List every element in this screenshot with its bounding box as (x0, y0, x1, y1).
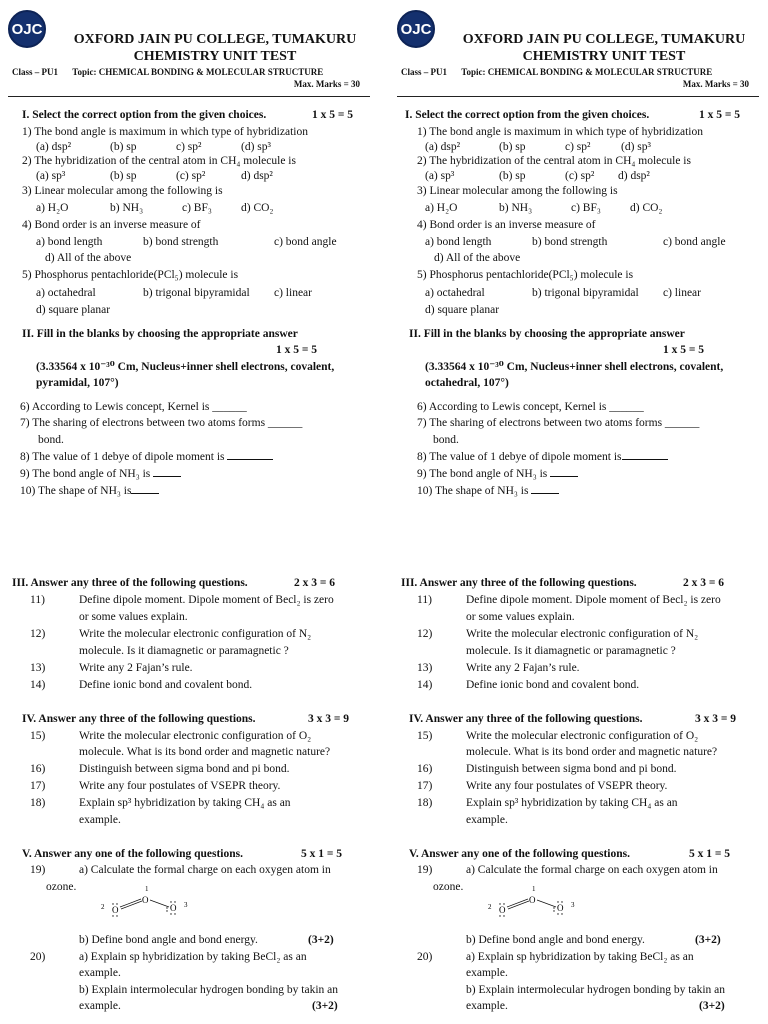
question-number: 12) (30, 628, 46, 640)
question-18: Explain sp³ hybridization by taking CH₄ as an (466, 797, 678, 809)
question-20: a) Explain sp hybridization by taking BeCl₂ as an (79, 951, 307, 963)
section-3-title: III. Answer any three of the following questions. 2 x 3 = 6 (12, 575, 248, 591)
question-number: 11) (30, 594, 45, 606)
question-3: 3) Linear molecular among the following is (22, 185, 223, 197)
question-11: or some values explain. (466, 611, 575, 623)
question-20: example. (79, 967, 121, 979)
marks-split: (3+2) (308, 934, 334, 946)
question-2: 2) The hybridization of the central atom in CH₄ molecule is (417, 155, 691, 167)
question-13: Write any 2 Fajan’s rule. (79, 662, 193, 674)
svg-text:O: O (499, 905, 506, 915)
question-20b: example. (466, 1000, 508, 1012)
question-number: 16) (30, 763, 46, 775)
question-12: molecule. Is it diamagnetic or paramagnetic ? (466, 645, 676, 657)
atom-label: 3 (184, 901, 188, 909)
question-7: bond. (38, 434, 64, 446)
question-number: 19) (417, 864, 433, 876)
atom-label: 1 (145, 885, 149, 893)
question-15: molecule. What is its bond order and magnetic nature? (466, 746, 718, 758)
question-20: a) Explain sp hybridization by taking BeCl₂ as an (466, 951, 694, 963)
answer-choices: (3.33564 x 10⁻³⁰ Cm, Nucleus+inner shell electrons, covalent, (36, 361, 335, 373)
question-9: 9) The bond angle of NH₃ is (417, 466, 578, 482)
option: c) bond angle (274, 236, 337, 248)
atom-label: 2 (488, 903, 492, 911)
option: (b) sp (499, 170, 526, 182)
college-title (449, 32, 759, 66)
option: a) octahedral (36, 287, 96, 299)
question-number: 14) (417, 679, 433, 691)
question-19: a) Calculate the formal charge on each oxygen atom in (466, 864, 718, 876)
question-number: 15) (417, 730, 433, 742)
question-20b: b) Explain intermolecular hydrogen bonding by takin an (466, 984, 726, 996)
section-1-title: I. Select the correct option from the given choices. 1 x 5 = 5 (405, 107, 649, 123)
max-marks: Max. Marks = 30 (682, 79, 749, 89)
question-18: example. (466, 814, 508, 826)
option: c) sp² (565, 141, 591, 153)
section-3-title: III. Answer any three of the following questions. 2 x 3 = 6 (401, 575, 637, 591)
section-3-marks: 2 x 3 = 6 (683, 577, 725, 589)
right-copy (389, 0, 767, 1024)
section-1-title: I. Select the correct option from the given choices. 1 x 5 = 5 (22, 107, 266, 123)
question-7: bond. (433, 434, 459, 446)
option: b) NH₃ (110, 202, 144, 214)
question-19b: b) Define bond angle and bond energy. (466, 934, 645, 946)
marks-split: (3+2) (699, 1000, 725, 1012)
topic-label: Topic: CHEMICAL BONDING & MOLECULAR STRUCTURE (72, 67, 324, 77)
question-12: Write the molecular electronic configuration of N₂ (79, 628, 312, 640)
atom-label: 3 (571, 901, 575, 909)
question-number: 20) (417, 951, 433, 963)
question-19: ozone. (433, 881, 464, 893)
question-number: 13) (417, 662, 433, 674)
class-label: Class – PU1 (401, 67, 448, 77)
question-number: 12) (417, 628, 433, 640)
svg-text:O: O (112, 905, 119, 915)
option: c) BF₃ (571, 202, 601, 214)
ozone-structure-diagram (487, 885, 575, 919)
question-11: Define dipole moment. Dipole moment of Becl₂ is zero (79, 594, 334, 606)
question-8: 8) The value of 1 debye of dipole moment is (20, 449, 273, 465)
option: (d) sp³ (621, 141, 651, 153)
question-13: Write any 2 Fajan’s rule. (466, 662, 580, 674)
section-5-title: V. Answer any one of the following questions. 5 x 1 = 5 (22, 846, 243, 862)
atom-label: 1 (532, 885, 536, 893)
question-18: Explain sp³ hybridization by taking CH₄ as an (79, 797, 291, 809)
class-topic-row (12, 66, 323, 79)
section-4-title: IV. Answer any three of the following questions. 3 x 3 = 9 (409, 711, 643, 727)
question-6: 6) According to Lewis concept, Kernel is ______ (417, 401, 644, 413)
question-11: or some values explain. (79, 611, 188, 623)
max-marks: Max. Marks = 30 (293, 79, 360, 89)
option: (a) sp³ (36, 170, 66, 182)
college-name: OXFORD JAIN PU COLLEGE, TUMAKURU (73, 32, 357, 47)
section-1-marks: 1 x 5 = 5 (699, 109, 741, 121)
option: d) square planar (36, 304, 111, 316)
header (0, 0, 378, 96)
left-copy (0, 0, 378, 1024)
option: (b) sp (110, 141, 137, 153)
option: d) square planar (425, 304, 500, 316)
section-1-marks: 1 x 5 = 5 (312, 109, 354, 121)
question-number: 11) (417, 594, 432, 606)
question-20: example. (466, 967, 508, 979)
college-name: OXFORD JAIN PU COLLEGE, TUMAKURU (462, 32, 746, 47)
svg-text:O: O (170, 903, 177, 913)
question-4: 4) Bond order is an inverse measure of (417, 219, 596, 231)
section-2-marks: 1 x 5 = 5 (276, 344, 318, 356)
section-2-title: II. Fill in the blanks by choosing the appropriate answer (409, 328, 685, 340)
option: d) dsp² (618, 170, 650, 182)
test-name: CHEMISTRY UNIT TEST (522, 48, 686, 64)
question-20b: example. (79, 1000, 121, 1012)
option: a) bond length (36, 236, 103, 248)
option: c) sp² (176, 141, 202, 153)
header (389, 0, 767, 96)
class-label: Class – PU1 (12, 67, 59, 77)
divider (8, 96, 370, 97)
option: (c) sp² (176, 170, 206, 182)
option: a) H₂O (425, 202, 458, 214)
question-3: 3) Linear molecular among the following is (417, 185, 618, 197)
option: d) All of the above (45, 252, 132, 264)
option: b) bond strength (143, 236, 219, 248)
question-12: molecule. Is it diamagnetic or paramagnetic ? (79, 645, 289, 657)
option: (c) sp² (565, 170, 595, 182)
question-6: 6) According to Lewis concept, Kernel is ______ (20, 401, 247, 413)
college-logo: OJC (8, 10, 46, 48)
ozone-structure-diagram (100, 885, 188, 919)
question-number: 18) (417, 797, 433, 809)
class-topic-row (401, 66, 712, 79)
section-5-marks: 5 x 1 = 5 (689, 848, 731, 860)
question-14: Define ionic bond and covalent bond. (466, 679, 640, 691)
question-number: 20) (30, 951, 46, 963)
question-12: Write the molecular electronic configuration of N₂ (466, 628, 699, 640)
question-1: 1) The bond angle is maximum in which type of hybridization (22, 126, 308, 138)
option: b) trigonal bipyramidal (143, 287, 250, 299)
question-5: 5) Phosphorus pentachloride(PCl₅) molecule is (22, 269, 239, 281)
question-2: 2) The hybridization of the central atom in CH₄ molecule is (22, 155, 296, 167)
question-19b: b) Define bond angle and bond energy. (79, 934, 258, 946)
option: (a) dsp² (36, 141, 72, 153)
option: (b) sp (110, 170, 137, 182)
question-8: 8) The value of 1 debye of dipole moment is (417, 449, 668, 465)
question-17: Write any four postulates of VSEPR theory. (466, 780, 668, 792)
question-number: 17) (30, 780, 46, 792)
question-16: Distinguish between sigma bond and pi bond. (79, 763, 290, 775)
option: d) All of the above (434, 252, 521, 264)
question-17: Write any four postulates of VSEPR theory. (79, 780, 281, 792)
svg-text:O: O (142, 895, 149, 905)
question-number: 14) (30, 679, 46, 691)
question-15: Write the molecular electronic configuration of O₂ (79, 730, 312, 742)
option: (a) dsp² (425, 141, 461, 153)
option: b) trigonal bipyramidal (532, 287, 639, 299)
option: c) linear (274, 287, 312, 299)
college-logo: OJC (397, 10, 435, 48)
marks-split: (3+2) (695, 934, 721, 946)
section-4-marks: 3 x 3 = 9 (308, 713, 350, 725)
question-9: 9) The bond angle of NH₃ is (20, 466, 181, 482)
option: (a) sp³ (425, 170, 455, 182)
option: b) bond strength (532, 236, 608, 248)
question-number: 19) (30, 864, 46, 876)
question-14: Define ionic bond and covalent bond. (79, 679, 253, 691)
question-15: molecule. What is its bond order and magnetic nature? (79, 746, 331, 758)
question-number: 13) (30, 662, 46, 674)
option: a) bond length (425, 236, 492, 248)
option: c) linear (663, 287, 701, 299)
answer-choices: pyramidal, 107°) (36, 377, 119, 389)
question-10: 10) The shape of NH₃ is (20, 483, 159, 499)
atom-label: 2 (101, 903, 105, 911)
option: d) dsp² (241, 170, 273, 182)
question-4: 4) Bond order is an inverse measure of (22, 219, 201, 231)
question-10: 10) The shape of NH₃ is (417, 483, 559, 499)
question-5: 5) Phosphorus pentachloride(PCl₅) molecule is (417, 269, 634, 281)
divider (397, 96, 759, 97)
question-11: Define dipole moment. Dipole moment of Becl₂ is zero (466, 594, 721, 606)
question-number: 16) (417, 763, 433, 775)
section-2-marks: 1 x 5 = 5 (663, 344, 705, 356)
section-3-marks: 2 x 3 = 6 (294, 577, 336, 589)
question-18: example. (79, 814, 121, 826)
option: b) NH₃ (499, 202, 533, 214)
option: d) CO₂ (630, 202, 663, 214)
question-number: 15) (30, 730, 46, 742)
option: a) H₂O (36, 202, 69, 214)
answer-choices: (3.33564 x 10⁻³⁰ Cm, Nucleus+inner shell electrons, covalent, (425, 361, 724, 373)
question-1: 1) The bond angle is maximum in which type of hybridization (417, 126, 703, 138)
question-7: 7) The sharing of electrons between two atoms forms ______ (20, 417, 303, 429)
question-7: 7) The sharing of electrons between two atoms forms ______ (417, 417, 700, 429)
option: c) bond angle (663, 236, 726, 248)
svg-text:O: O (529, 895, 536, 905)
svg-text:O: O (557, 903, 564, 913)
question-19: a) Calculate the formal charge on each oxygen atom in (79, 864, 331, 876)
section-5-marks: 5 x 1 = 5 (301, 848, 343, 860)
question-number: 17) (417, 780, 433, 792)
topic-label: Topic: CHEMICAL BONDING & MOLECULAR STRUCTURE (461, 67, 713, 77)
option: c) BF₃ (182, 202, 212, 214)
option: (b) sp (499, 141, 526, 153)
option: (d) sp³ (241, 141, 271, 153)
answer-choices: octahedral, 107°) (425, 377, 509, 389)
section-5-title: V. Answer any one of the following questions. 5 x 1 = 5 (409, 846, 630, 862)
section-2-title: II. Fill in the blanks by choosing the appropriate answer (22, 328, 298, 340)
section-4-title: IV. Answer any three of the following questions. 3 x 3 = 9 (22, 711, 256, 727)
option: a) octahedral (425, 287, 485, 299)
question-19: ozone. (46, 881, 77, 893)
test-name: CHEMISTRY UNIT TEST (133, 48, 297, 64)
option: d) CO₂ (241, 202, 274, 214)
question-15: Write the molecular electronic configuration of O₂ (466, 730, 699, 742)
marks-split: (3+2) (312, 1000, 338, 1012)
question-number: 18) (30, 797, 46, 809)
college-title (60, 32, 370, 66)
section-4-marks: 3 x 3 = 9 (695, 713, 737, 725)
question-20b: b) Explain intermolecular hydrogen bonding by takin an (79, 984, 339, 996)
question-16: Distinguish between sigma bond and pi bond. (466, 763, 677, 775)
